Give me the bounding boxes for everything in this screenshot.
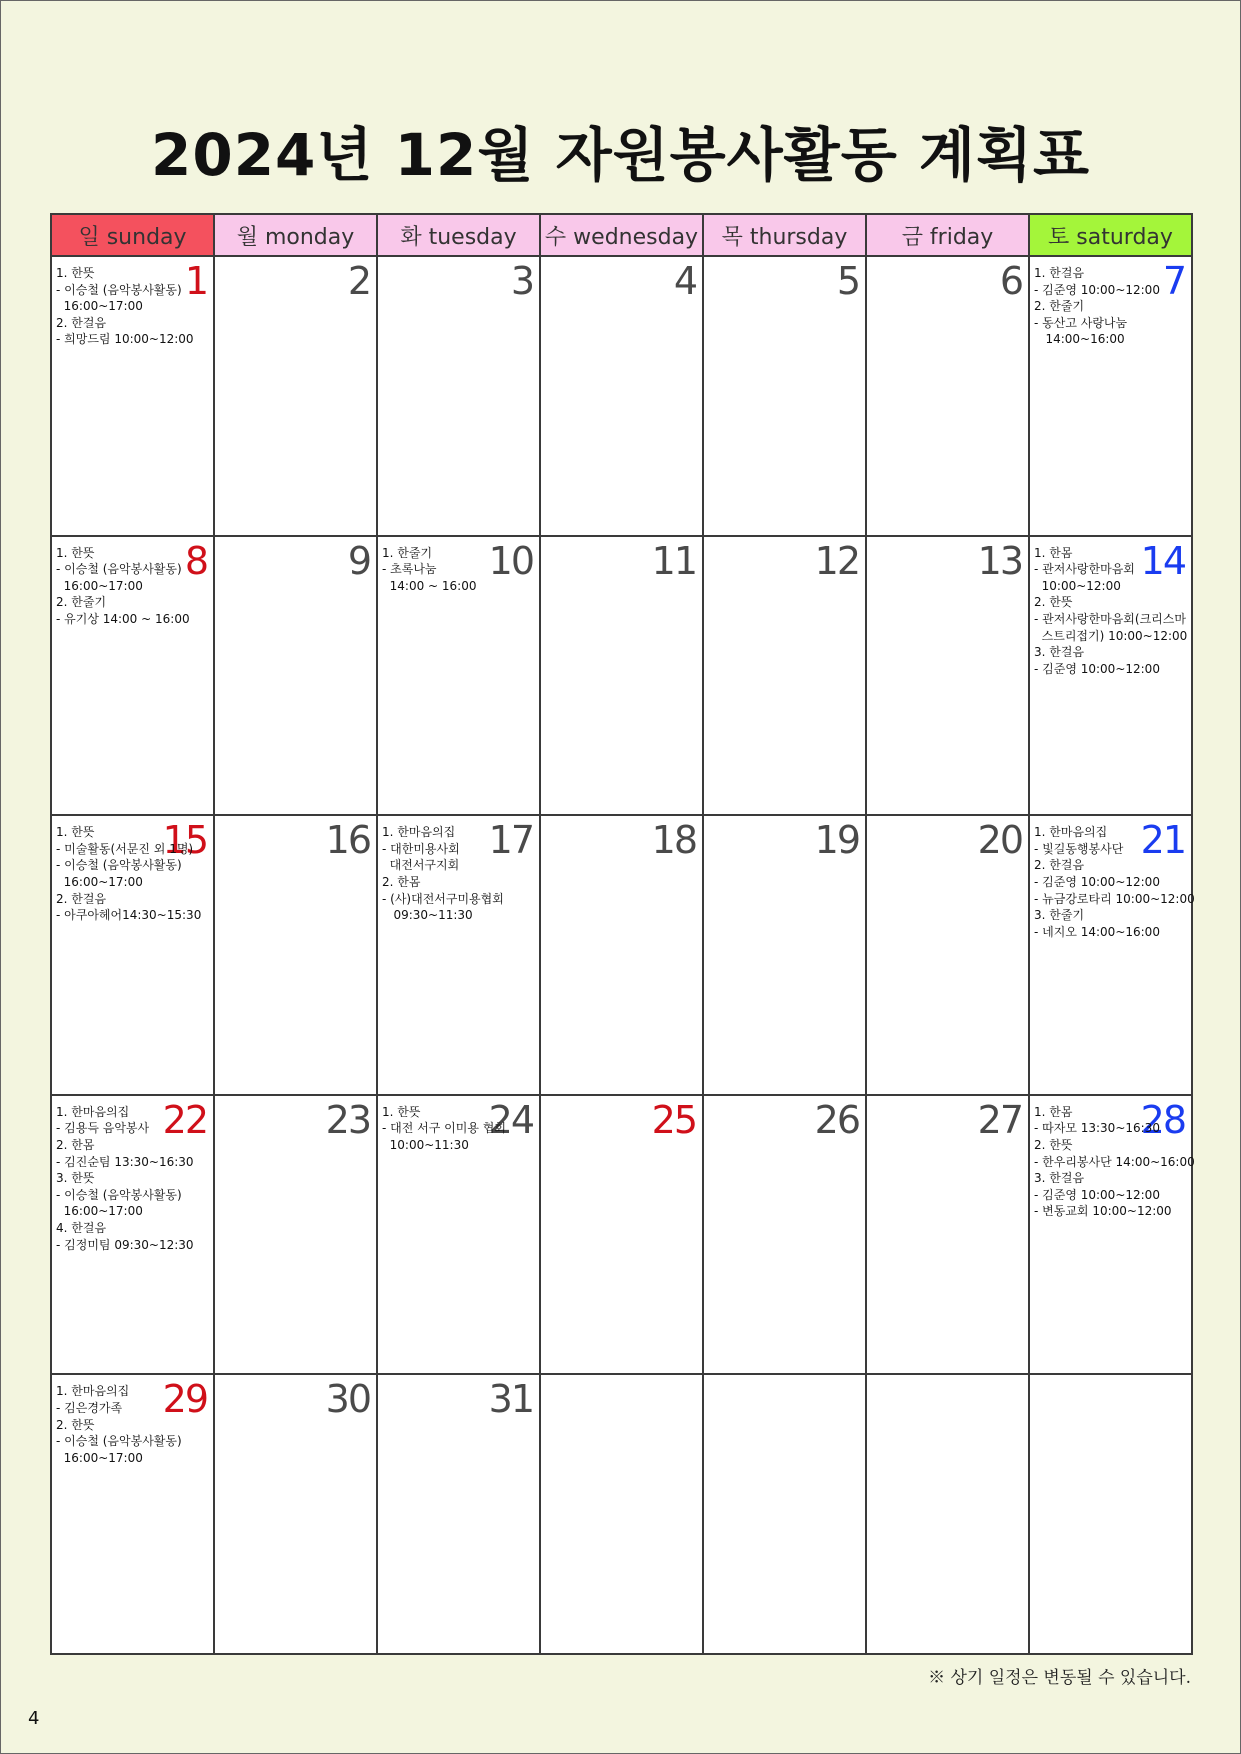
calendar-day-cell-content	[867, 257, 1028, 535]
calendar-day-cell	[1029, 1374, 1192, 1654]
calendar-day-cell	[703, 1095, 866, 1375]
calendar-day-cell-content	[215, 257, 376, 535]
day-number: 1	[184, 259, 207, 303]
calendar-day-cell-content	[215, 1096, 376, 1374]
page-number: 4	[28, 1708, 40, 1729]
calendar-day-cell-content	[1030, 816, 1195, 1094]
calendar-day-cell-content	[704, 1096, 865, 1374]
calendar-day-cell-content	[378, 1096, 539, 1374]
calendar-day-cell-content	[541, 1096, 702, 1374]
calendar-day-cell	[703, 536, 866, 816]
calendar-day-cell	[1029, 256, 1192, 536]
calendar-day-cell-content	[378, 1375, 539, 1653]
calendar-day-cell-content	[867, 537, 1028, 815]
calendar-week-row	[51, 1374, 1192, 1654]
calendar-day-cell	[540, 1095, 703, 1375]
calendar-day-cell-content	[541, 537, 702, 815]
calendar-day-cell	[866, 1374, 1029, 1654]
weekday-header-friday: 금 friday	[866, 214, 1029, 256]
weekday-header-saturday: 토 saturday	[1029, 214, 1192, 256]
calendar-day-cell-content	[867, 1375, 1028, 1653]
day-number: 23	[325, 1097, 370, 1142]
day-schedule-text: 1. 한걸음 - 김준영 10:00~12:00 2. 한줄기 - 동산고 사랑나눔 14:00~16:00	[1034, 266, 1160, 347]
day-number: 22	[162, 1097, 207, 1142]
calendar-day-cell	[866, 536, 1029, 816]
calendar-day-cell	[214, 256, 377, 536]
calendar-day-cell	[377, 536, 540, 816]
calendar-day-cell-content	[378, 537, 539, 815]
calendar-day-cell	[1029, 815, 1195, 1095]
footnote: ※ 상기 일정은 변동될 수 있습니다.	[928, 1668, 1191, 1688]
day-number: 20	[977, 818, 1022, 863]
calendar-day-cell-content	[1030, 257, 1191, 535]
calendar-week-row	[51, 1095, 1192, 1375]
day-number: 10	[488, 538, 533, 583]
calendar-day-cell	[703, 256, 866, 536]
day-number: 25	[651, 1097, 696, 1142]
calendar-day-cell-content	[704, 257, 865, 535]
calendar-day-cell-content	[541, 257, 702, 535]
day-number: 21	[1140, 818, 1185, 863]
day-schedule-text: 1. 한뜻 - 미술활동(서문진 외 1명) - 이승철 (음악봉사활동) 16:00~17:00 2. 한걸음 - 아쿠아헤어14:30~15:30	[56, 825, 202, 923]
day-number: 5	[836, 259, 859, 303]
calendar-day-cell-content	[704, 1375, 865, 1653]
day-number: 8	[184, 538, 207, 583]
calendar-day-cell	[51, 536, 214, 816]
day-number: 18	[651, 818, 696, 863]
day-number: 11	[651, 538, 696, 583]
day-number: 3	[510, 259, 533, 303]
calendar-day-cell-content	[52, 1375, 213, 1653]
day-schedule-text: 1. 한몸 - 관저사랑한마음회 10:00~12:00 2. 한뜻 - 관저사랑한마음회(크리스마 스트리접기) 10:00~12:00 3. 한걸음 - 김준영 10:00~12:00	[1034, 545, 1188, 676]
calendar-day-cell	[1029, 1095, 1195, 1375]
calendar-day-cell-content	[704, 537, 865, 815]
day-number: 4	[673, 259, 696, 303]
calendar-day-cell-content	[52, 1096, 213, 1374]
page-title: 2024년 12월 자원봉사활동 계획표	[150, 121, 1091, 189]
calendar-day-cell-content	[378, 816, 539, 1094]
calendar-day-cell	[214, 536, 377, 816]
calendar-day-cell	[51, 256, 214, 536]
calendar-day-cell	[540, 256, 703, 536]
weekday-header-monday: 월 monday	[214, 214, 377, 256]
calendar-day-cell-content	[1030, 537, 1191, 815]
calendar-day-cell-content	[541, 1375, 702, 1653]
calendar-day-cell-content	[215, 1375, 376, 1653]
calendar-day-cell	[214, 1374, 377, 1654]
calendar-day-cell	[377, 256, 540, 536]
calendar-day-cell-content	[541, 816, 702, 1094]
weekday-header-sunday: 일 sunday	[51, 214, 214, 256]
calendar-day-cell-content	[52, 257, 213, 535]
calendar-day-cell	[214, 1095, 377, 1375]
day-schedule-text: 1. 한몸 - 따자모 13:30~16:30 2. 한뜻 - 한우리봉사단 14:00~16:00 3. 한걸음 - 김준영 10:00~12:00 - 변동교회 10:00~12:00	[1034, 1104, 1195, 1219]
calendar-day-cell	[540, 1374, 703, 1654]
day-number: 14	[1140, 538, 1185, 583]
day-number: 26	[814, 1097, 859, 1142]
calendar-day-cell-content	[1030, 1096, 1195, 1374]
weekday-header-thursday: 목 thursday	[703, 214, 866, 256]
calendar-day-cell	[866, 1095, 1029, 1375]
day-number: 12	[814, 538, 859, 583]
calendar-day-cell	[1029, 536, 1192, 816]
calendar-day-cell-content	[867, 816, 1028, 1094]
calendar-day-cell-content	[378, 257, 539, 535]
calendar-week-row	[51, 536, 1192, 816]
calendar-day-cell-content	[52, 537, 213, 815]
day-number: 2	[347, 259, 370, 303]
day-number: 6	[999, 259, 1022, 303]
day-number: 30	[325, 1377, 370, 1422]
day-number: 28	[1140, 1097, 1185, 1142]
calendar-day-cell-content	[1030, 1375, 1191, 1653]
day-schedule-text: 1. 한마음의집 - 빛길동행봉사단 2. 한걸음 - 김준영 10:00~12:00 - 뉴금강로타리 10:00~12:00 3. 한줄기 - 네지오 14:00~16:00	[1034, 825, 1195, 939]
calendar-day-cell-content	[867, 1096, 1028, 1374]
day-number: 27	[977, 1097, 1022, 1142]
calendar-day-cell	[540, 815, 703, 1095]
day-schedule-text: 1. 한마음의집 - 김용득 음악봉사 2. 한몸 - 김진순팀 13:30~16:30 3. 한뜻 - 이승철 (음악봉사활동) 16:00~17:00 4. 한걸음 - 김정미팀 09:30~12:30	[56, 1104, 194, 1252]
day-schedule-text: 1. 한마음의집 - 대한미용사회 대전서구지회 2. 한몸 - (사)대전서구미용협회 09:30~11:30	[382, 825, 504, 923]
day-number: 7	[1162, 259, 1185, 303]
calendar-day-cell-content	[704, 816, 865, 1094]
calendar-day-cell	[540, 536, 703, 816]
day-number: 17	[488, 818, 533, 863]
day-schedule-text: 1. 한뜻 - 이승철 (음악봉사활동) 16:00~17:00 2. 한줄기 - 유기상 14:00 ~ 16:00	[56, 545, 190, 626]
calendar-day-cell	[51, 1095, 214, 1375]
calendar-day-cell	[377, 815, 540, 1095]
day-number: 15	[162, 818, 207, 863]
calendar-day-cell	[703, 1374, 866, 1654]
day-number: 9	[347, 538, 370, 583]
day-number: 13	[977, 538, 1022, 583]
calendar-day-cell	[377, 1374, 540, 1654]
calendar-day-cell	[51, 815, 214, 1095]
day-schedule-text: 1. 한뜻 - 대전 서구 이미용 협회 10:00~11:30	[382, 1104, 506, 1152]
calendar-day-cell	[866, 256, 1029, 536]
calendar-day-cell	[51, 1374, 214, 1654]
day-number: 24	[488, 1097, 533, 1142]
calendar-day-cell-content	[215, 537, 376, 815]
calendar-grid	[50, 213, 1193, 1655]
calendar-day-cell-content	[215, 816, 376, 1094]
calendar-body	[51, 256, 1195, 1654]
day-schedule-text: 1. 한마음의집 - 김은경가족 2. 한뜻 - 이승철 (음악봉사활동) 16:00~17:00	[56, 1384, 182, 1465]
calendar-week-row	[51, 815, 1192, 1095]
calendar-day-cell-content	[52, 816, 213, 1094]
day-number: 19	[814, 818, 859, 863]
calendar-day-cell	[377, 1095, 540, 1375]
day-schedule-text: 1. 한줄기 - 초록나눔 14:00 ~ 16:00	[382, 545, 477, 593]
calendar-day-cell	[866, 815, 1029, 1095]
day-number: 29	[162, 1377, 207, 1422]
calendar-day-cell	[703, 815, 866, 1095]
day-number: 31	[488, 1377, 533, 1422]
day-schedule-text: 1. 한뜻 - 이승철 (음악봉사활동) 16:00~17:00 2. 한걸음 - 희망드림 10:00~12:00	[56, 266, 194, 347]
day-number: 16	[325, 818, 370, 863]
weekday-header-wednesday: 수 wednesday	[540, 214, 703, 256]
calendar-day-cell	[214, 815, 377, 1095]
weekday-header-tuesday: 화 tuesday	[377, 214, 540, 256]
calendar-week-row	[51, 256, 1192, 536]
weekday-header-row	[51, 214, 1192, 256]
